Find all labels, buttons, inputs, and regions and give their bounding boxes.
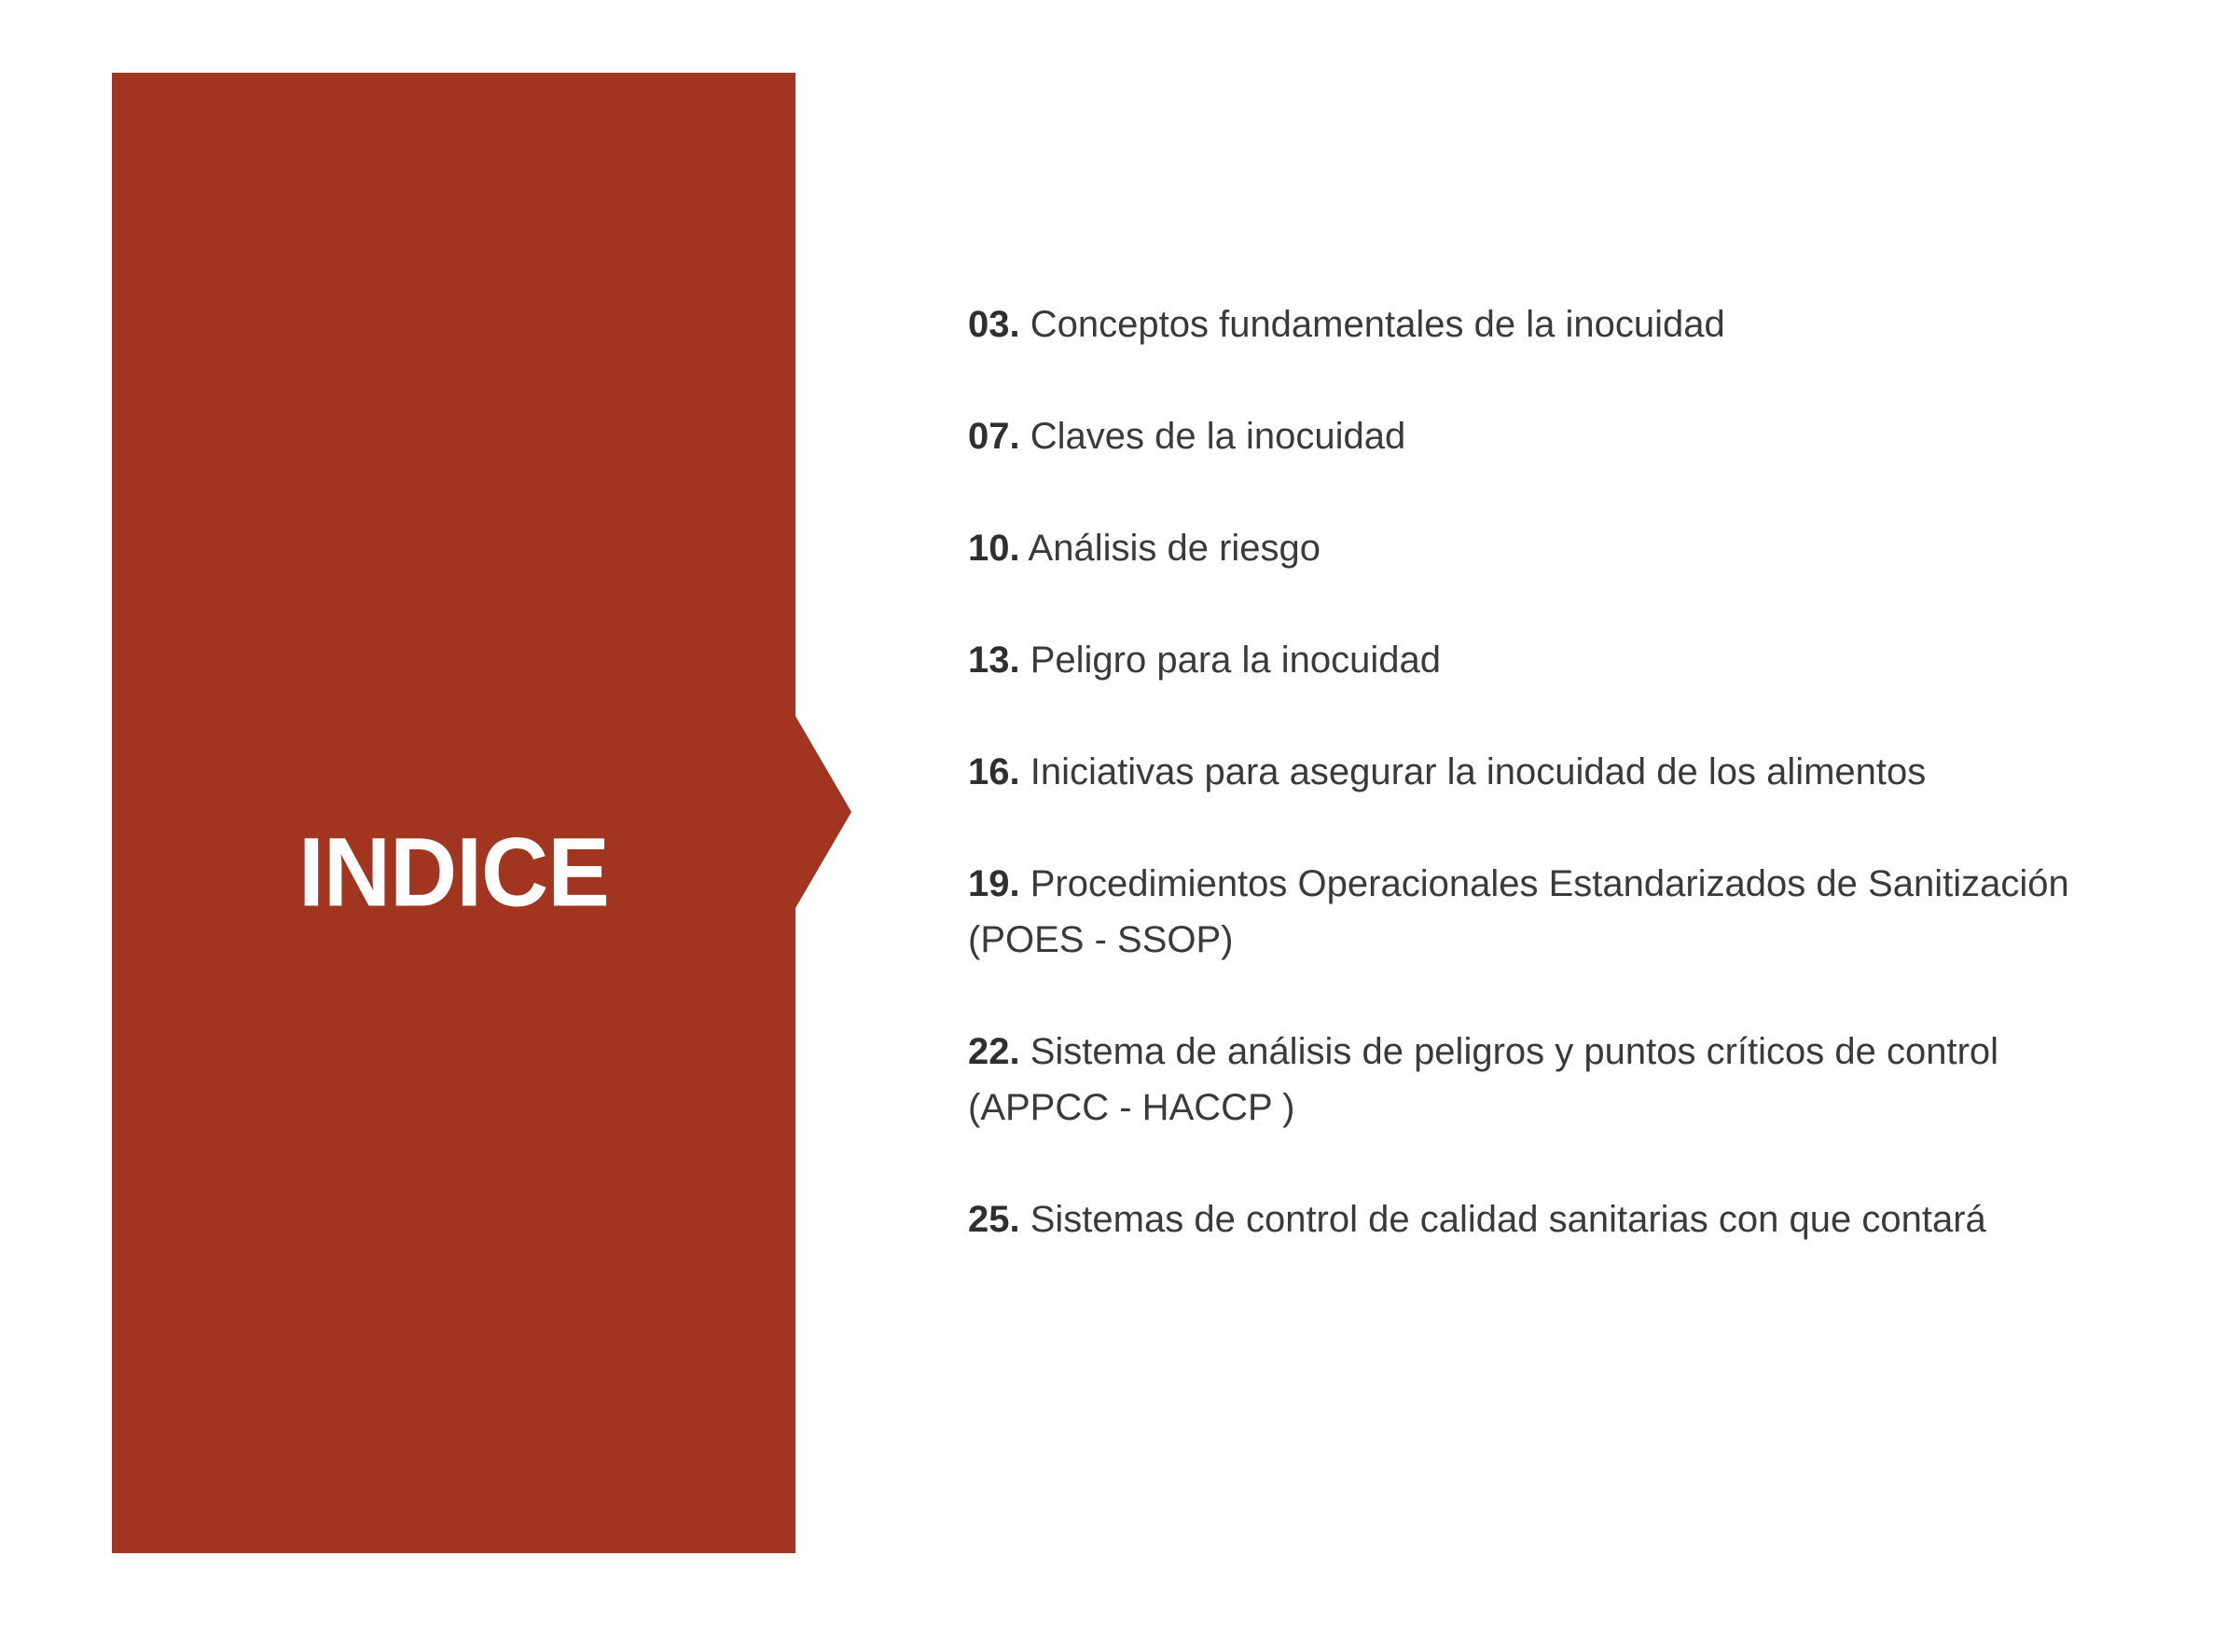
toc-page-number: 19. [968, 863, 1020, 904]
toc-title: Iniciativas para asegurar la inocuidad de los alimentos [1030, 751, 1927, 792]
index-panel-arrow-shape [112, 73, 851, 1553]
toc-line [968, 856, 2218, 912]
table-of-contents [968, 296, 2218, 1303]
index-panel-shape [112, 73, 851, 1553]
toc-title-continuation: (POES - SSOP) [968, 919, 1234, 960]
toc-page-number: 16. [968, 751, 1020, 792]
toc-title-continuation: (APPCC - HACCP ) [968, 1087, 1295, 1128]
toc-item[interactable] [968, 744, 2218, 800]
toc-item[interactable] [968, 632, 2218, 688]
toc-title: Sistemas de control de calidad sanitarias con que contará [1030, 1199, 1986, 1240]
toc-page-number: 07. [968, 416, 1020, 457]
toc-page-number: 25. [968, 1199, 1020, 1240]
toc-item[interactable] [968, 1024, 2218, 1136]
toc-item[interactable] [968, 408, 2218, 464]
toc-title: Sistema de análisis de peligros y puntos críticos de control [1030, 1031, 1999, 1072]
toc-page-number: 22. [968, 1031, 1020, 1072]
toc-title: Procedimientos Operacionales Estandarizados de Sanitización [1030, 863, 2069, 904]
index-title: INDICE [298, 818, 609, 928]
toc-page-number: 13. [968, 640, 1020, 681]
toc-title: Análisis de riesgo [1028, 528, 1321, 569]
toc-title: Conceptos fundamentales de la inocuidad [1030, 304, 1725, 345]
toc-page-number: 10. [968, 528, 1020, 569]
toc-title: Claves de la inocuidad [1030, 416, 1406, 457]
toc-title: Peligro para la inocuidad [1030, 640, 1442, 681]
toc-line [968, 1024, 2218, 1080]
index-panel [112, 73, 851, 1553]
toc-item[interactable] [968, 520, 2218, 576]
toc-item[interactable] [968, 856, 2218, 968]
toc-item[interactable] [968, 296, 2218, 352]
toc-item[interactable] [968, 1191, 2218, 1247]
toc-page-number: 03. [968, 304, 1020, 345]
